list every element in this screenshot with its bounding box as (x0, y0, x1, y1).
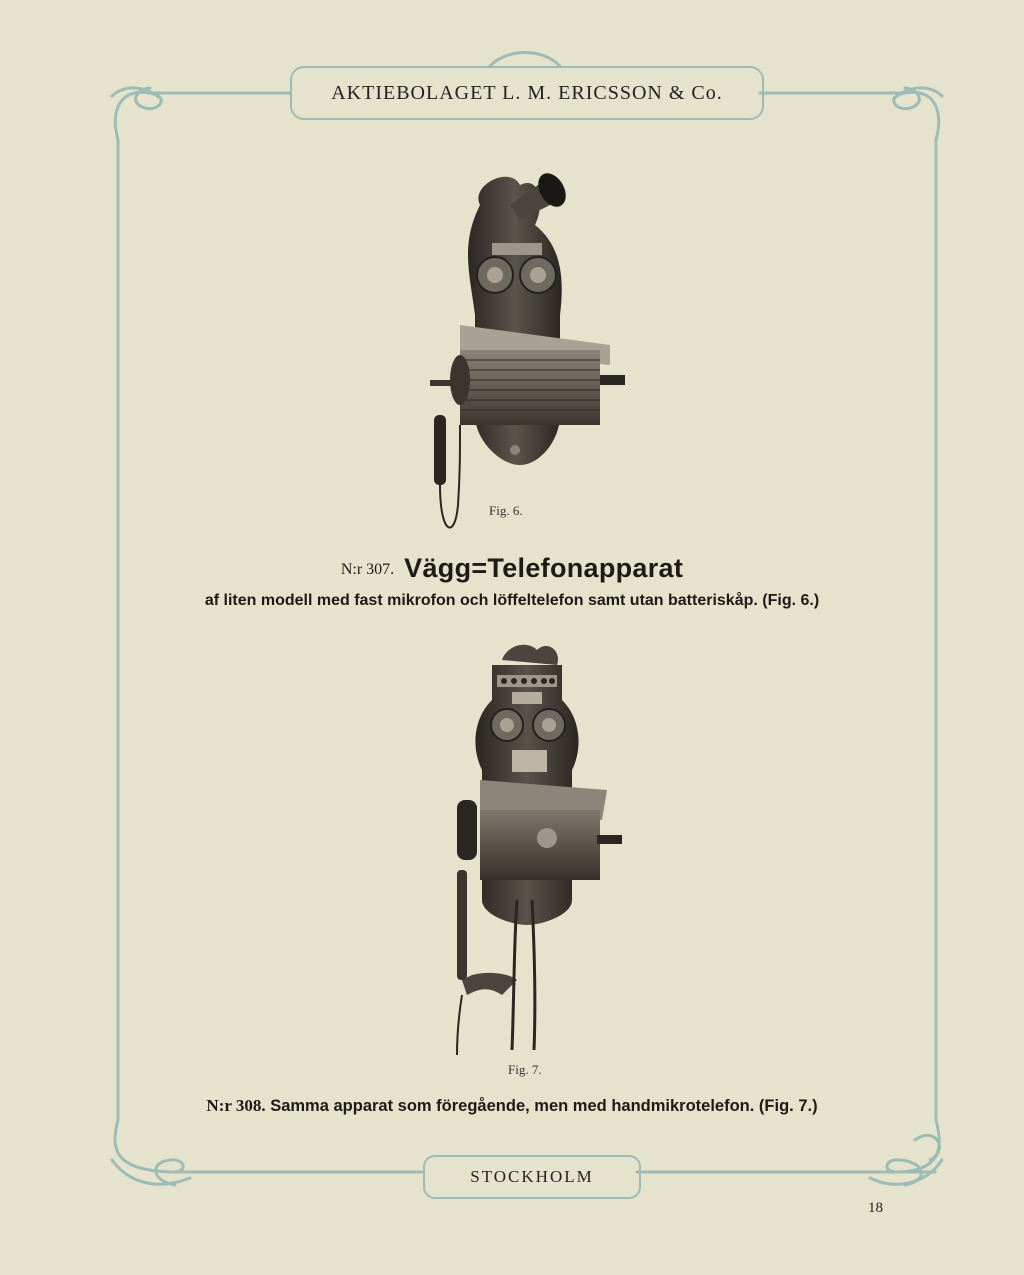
wall-telephone-illustration-fig6 (420, 165, 630, 540)
company-name: AKTIEBOLAGET L. M. ERICSSON & Co. (331, 81, 723, 104)
product-308-number: N:r 308. (206, 1096, 266, 1115)
product-307-name: Vägg=Telefonapparat (404, 553, 684, 583)
figure-7-caption: Fig. 7. (508, 1062, 542, 1077)
company-header (290, 66, 764, 120)
product-307-number: N:r 307. (340, 561, 395, 578)
product-308-line (0, 1096, 1024, 1116)
figure-6-caption: Fig. 6. (489, 503, 523, 518)
city-name: STOCKHOLM (470, 1167, 594, 1186)
wall-telephone-illustration-fig7 (432, 640, 632, 1060)
product-307-title (0, 553, 1024, 584)
product-308-description: Samma apparat som föregående, men med handmikrotelefon. (Fig. 7.) (270, 1097, 818, 1115)
product-307-description: af liten modell med fast mikrofon och löffeltelefon samt utan batteriskåp. (Fig. 6.) (204, 592, 820, 609)
city-footer (423, 1155, 641, 1199)
page-number: 18 (868, 1200, 883, 1216)
